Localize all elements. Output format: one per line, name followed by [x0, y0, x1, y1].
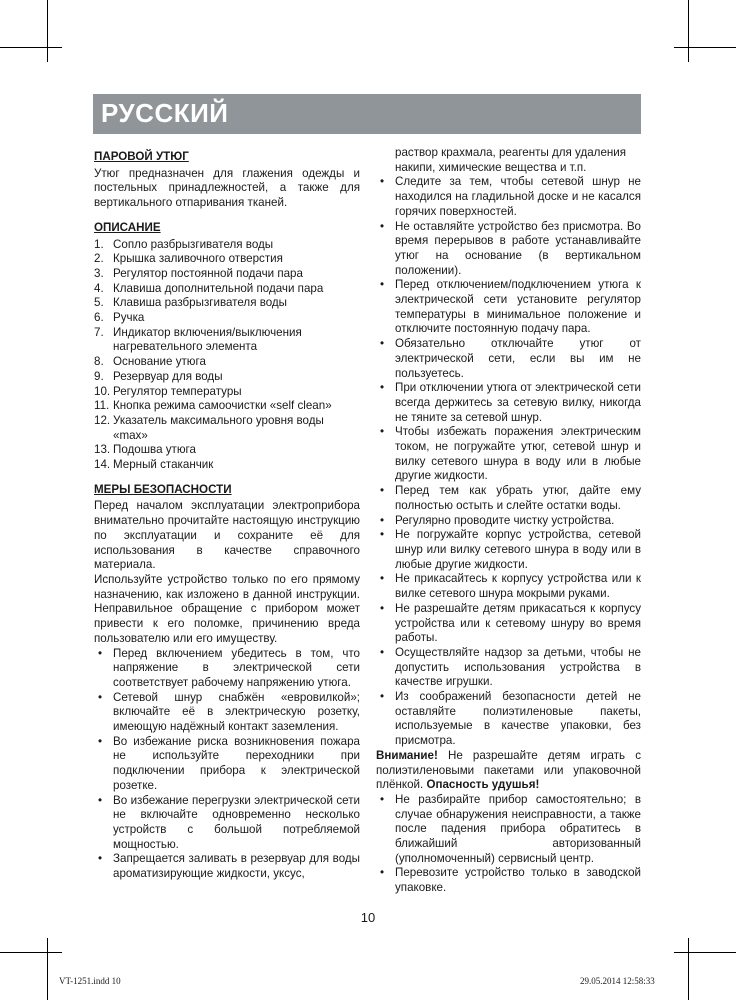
list-item: 3. Регулятор постоянной подачи пара [94, 266, 303, 280]
list-item: 13. Подошва утюга [94, 443, 196, 457]
list-item: • Обязательно отключайте утюг от электрической сети, если вы им не пользуетесь. [376, 337, 641, 381]
list-item: • Из соображений безопасности детей не оставляйте полиэтиленовые пакеты, используемые в качестве упаковки, без присмотра. [376, 690, 641, 749]
list-item: • Перед отключением/подключением утюга к электрической сети установите регулятор температуры в минимальное положение и отключите постоянную подачу пара. [376, 278, 641, 337]
list-item: • Перевозите устройство только в заводской упаковке. [376, 866, 641, 895]
list-item: 7. Индикатор включения/выключения нагревательного элемента [94, 325, 302, 354]
list-item: 4. Клавиша дополнительной подачи пара [94, 281, 324, 295]
list-item: • Осуществляйте надзор за детьми, чтобы не допустить использования устройства в качестве игрушки. [376, 646, 641, 690]
list-item: 1. Сопло разбрызгивателя воды [94, 237, 274, 251]
list-item: 14. Мерный стаканчик [94, 458, 214, 472]
list-item: 5. Клавиша разбрызгивателя воды [94, 296, 288, 310]
list-item: • Перед включением убедитесь в том, что напряжение в электрической сети соответствует рабочему напряжению утюга. [94, 647, 360, 691]
intro-text: Утюг предназначен для глажения одежды и постельных принадлежностей, а также для вертикального отпаривания тканей. [94, 166, 360, 210]
footer-datetime: 29.05.2014 12:58:33 [580, 976, 655, 986]
service-bullets [376, 793, 641, 896]
list-item: 11. Кнопка режима самоочистки «self clean» [94, 399, 332, 413]
list-item: • Не погружайте корпус устройства, сетевой шнур или вилку сетевого шнура в воду или в любые другие жидкости. [376, 528, 641, 572]
safety-bullets-continued [376, 175, 641, 748]
list-item: • Не прикасайтесь к корпусу устройства или к вилке сетевого шнура мокрыми руками. [376, 572, 641, 601]
section-title-safety: МЕРЫ БЕЗОПАСНОСТИ [94, 482, 232, 496]
crop-mark [688, 0, 689, 62]
warning-danger: Опасность удушья! [426, 778, 540, 792]
footer-file: VT-1251.indd 10 [59, 976, 121, 986]
list-item: • Не разбирайте прибор самостоятельно; в случае обнаружения неисправности, а также после падения прибора обратитесь в ближайший авторизованный (уполномоченный) сервисный центр. [376, 793, 641, 867]
section-title-description: ОПИСАНИЕ [94, 220, 161, 234]
crop-mark [47, 0, 48, 62]
right-column [376, 146, 641, 896]
list-item: • Чтобы избежать поражения электрическим током, не погружайте утюг, сетевой шнур и вилку сетевого шнура в воду или в любые другие жидкости. [376, 425, 641, 484]
list-item: • Перед тем как убрать утюг, дайте ему полностью остыть и слейте остатки воды. [376, 484, 641, 513]
list-item: • Запрещается заливать в резервуар для воды ароматизирующие жидкости, уксус, [94, 852, 360, 881]
list-item: 12. Указатель максимального уровня воды «max» [94, 413, 324, 442]
parts-list [94, 238, 360, 473]
section-title-iron: ПАРОВОЙ УТЮГ [94, 150, 189, 163]
list-item: • При отключении утюга от электрической сети всегда держитесь за сетевую вилку, никогда не тяните за сетевой шнур. [376, 381, 641, 425]
safety-paragraph: Перед началом эксплуатации электроприбора внимательно прочитайте настоящую инструкцию по эксплуатации и сохраните её для использования в качестве справочного материала. [94, 499, 360, 572]
language-banner [93, 94, 641, 134]
list-item: 6. Ручка [94, 311, 145, 325]
list-item: 8. Основание утюга [94, 355, 206, 369]
list-item: • Следите за тем, чтобы сетевой шнур не находился на гладильной доске и не касался горячих поверхностей. [376, 175, 641, 219]
left-column [94, 146, 360, 882]
language-title: РУССКИЙ [101, 98, 229, 128]
list-item: • Не разрешайте детям прикасаться к корпусу устройства или к сетевому шнуру во время работы. [376, 602, 641, 646]
crop-mark [674, 952, 736, 953]
warning-label: Внимание! [376, 748, 438, 762]
list-item: • Во избежание перегрузки электрической сети не включайте одновременно несколько устройств с большой потребляемой мощностью. [94, 794, 360, 853]
safety-bullets [94, 647, 360, 882]
list-item: 9. Резервуар для воды [94, 369, 223, 383]
continued-text: раствор крахмала, реагенты для удаления накипи, химические вещества и т.п. [395, 146, 627, 174]
crop-mark [688, 938, 689, 1000]
list-item: • Регулярно проводите чистку устройства. [376, 514, 641, 529]
page-number: 10 [360, 910, 376, 925]
safety-paragraph: Используйте устройство только по его прямому назначению, как изложено в данной инструкции. Неправильное обращение с прибором может привести к его поломке, причинению вреда пользователю или его имуществу. [94, 572, 360, 645]
list-item: 10. Регулятор температуры [94, 384, 242, 398]
warning-text: Не разрешайте детям играть с полиэтиленовыми пакетами или упаковочной плёнкой. [376, 748, 641, 792]
crop-mark [0, 47, 62, 48]
list-item: • Не оставляйте устройство без присмотра. Во время перерывов в работе устанавливайте утюг на основание (в вертикальном положении). [376, 220, 641, 279]
list-item: • Сетевой шнур снабжён «евровилкой»; включайте её в электрическую розетку, имеющую надёжный контакт заземления. [94, 691, 360, 735]
crop-mark [47, 938, 48, 1000]
list-item: • Во избежание риска возникновения пожара не используйте переходники при подключении прибора к электрической розетке. [94, 735, 360, 794]
list-item: 2. Крышка заливочного отверстия [94, 252, 283, 266]
crop-mark [674, 47, 736, 48]
warning-note [376, 749, 641, 793]
crop-mark [0, 952, 62, 953]
